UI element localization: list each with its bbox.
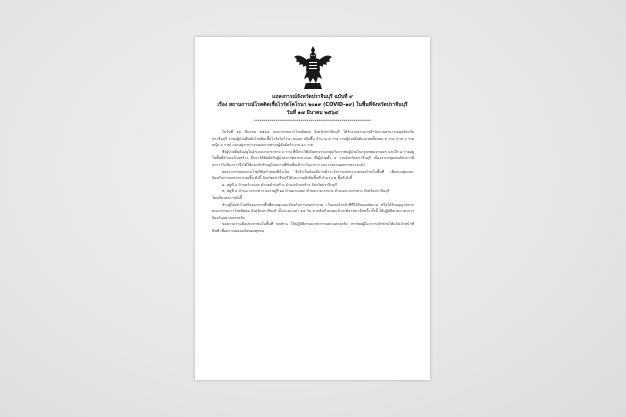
paragraph: ห้ามผู้ใดเข้าไปหรือออกจากพื้นที่ควบคุมและป้องกันการแพร่ระบาด เว้นแต่เจ้าหน้าที่ที่ได้รับมอบหมาย หรือได้รับอนุญาตจากคณะกรรมการโรคติดต่อ จังหวัดปราจีนบุรี เป็นระยะเวลา ๑๔ วัน หากพ้นกำหนดแล้วจะพิจารณาอีกครั้ง ทั้งนี้ ให้ปฏิบัติตามมาตรการป้องกันอย่างเคร่งครัด: [212, 202, 414, 220]
list-item: ๒. หมู่ที่ ๔ บ้านบางกระทาง และหมู่ที่ ๑๑ บ้านสามแยก ตำบลบางกระทาง อำเภอบางกระทาง จังหวัดปราจีนบุรี: [222, 189, 390, 194]
list-item: ๑. หมู่ที่ ๓ บ้านสร้างนอก ตำบลบ้านสร้าง อำเภอบ้านสร้าง จังหวัดปราจีนบุรี: [222, 182, 337, 187]
document-subject: เรื่อง สถานการณ์โรคติดเชื้อไวรัสโคโรนา ๒๐๑๙ (COVID-๑๙) ในพื้นที่จังหวัดปราจีนบุรี: [217, 102, 408, 108]
document-body: [212, 129, 414, 235]
paragraph: โดยมีมาตรการดังนี้: [212, 195, 243, 200]
paragraph: ซึ่งผู้ป่วยยืนยันอยู่ในอำเภอบางกระทาง ๓ ราย ที่มีประวัติเดินทางร่วมกลุ่มกับการพบผู้ป่วยในกรุงเทพมหานคร และอีก ๑ รายอยู่ในพื้นที่อำเภอบ้านสร้าง มีประวัติสัมผัสกับผู้ป่วยจากตลาดบางแค ซึ่งผู้ป่วยทั้ง ๔ รายจังหวัดปราจีนบุรี เนื่องจากกลุ่มคนดังกล่าวมีอาการไม่มีอาการจึงได้ให้แยกกักตัวอยู่ในสถานที่พักเพื่อเฝ้าระวังอาการ และรายงานผลการตรวจแล้ว: [212, 149, 414, 167]
garuda-emblem-icon: [293, 45, 333, 91]
paragraph: ขอความร่วมมือประชาชนในพื้นที่ ทุกท่าน ให้ปฏิบัติตามมาตรการอย่างเคร่งครัด หากพบผู้มีอาการเข้าข่ายให้แจ้งเจ้าหน้าที่ทันที เพื่อความปลอดภัยของทุกคน: [212, 222, 414, 233]
document-page: [195, 37, 430, 380]
separator-line: ************************************************************: [254, 119, 371, 123]
paragraph: ผลจากการสอบสวนโรคมีข้อกำหนดที่จำเป็น จึงจำเป็นต้องมีการเฝ้าระวังการแพร่ระบาดของโรคในพื้นที่ เพื่อควบคุมและป้องกันการแพร่กระจายเชื้อ ดังนี้ จังหวัดปราจีนบุรีได้ประกาศสั่งปิดพื้นที่ จำนวน ๒ พื้นที่ ดังนี้: [212, 169, 414, 181]
document-date: วันที่ ๑๗ มีนาคม ๒๕๖๔: [286, 110, 339, 116]
paragraph: ในวันที่ ๑๖ มีนาคม ๒๕๖๔ คณะกรรมการโรคติดต่อ จังหวัดปราจีนบุรี ได้รับรายงานจากสำนักงานสาธารณสุขจังหวัดปราจีนบุรี ว่าพบผู้ป่วยยืนยันโรคติดเชื้อไวรัสโคโรนา ๒๐๑๙ เพิ่มขึ้น จำนวน ๔ ราย รวมผู้ป่วยยืนยันสะสมทั้งหมด ๙ ราย (ราย ๖ ราย หญิง ๓ ราย) และอยู่ระหว่างรอผลการตรวจผู้สัมผัสจำนวน ๑๐ ราย: [212, 130, 414, 148]
document-heading: แถลงการณ์จังหวัดปราจีนบุรี ฉบับที่ ๙: [272, 94, 353, 100]
